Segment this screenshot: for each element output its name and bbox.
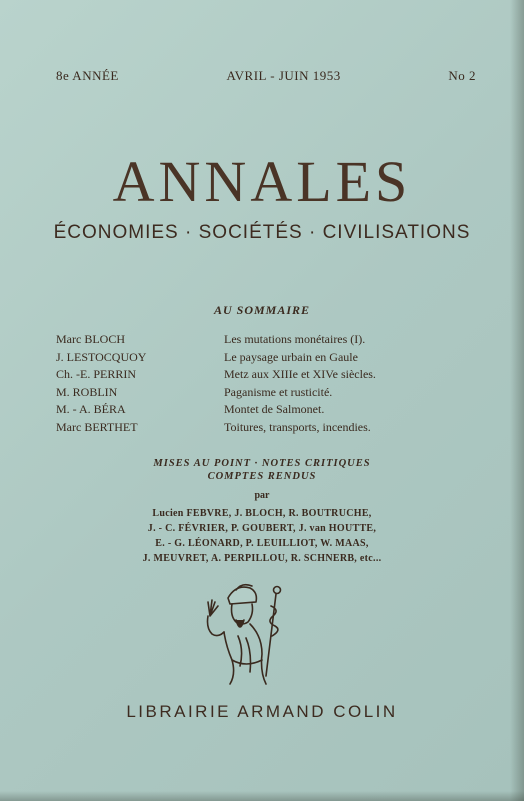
journal-title: ANNALES: [112, 149, 412, 214]
toc-row: [56, 385, 416, 403]
sections-heading: [0, 457, 524, 483]
hermes-emblem-icon: [196, 576, 296, 688]
journal-subtitle: ÉCONOMIES · SOCIÉTÉS · CIVILISATIONS: [53, 222, 471, 243]
toc-author: J. LESTOCQUOY: [56, 349, 147, 364]
toc-row: [56, 420, 416, 438]
sections-line-2: COMPTES RENDUS: [207, 471, 317, 482]
contributors-line: E. - G. LÉONARD, P. LEUILLIOT, W. MAAS,: [155, 538, 369, 549]
page-edge-shadow: [510, 0, 524, 801]
toc-author: Marc BERTHET: [56, 419, 138, 434]
issue-period: AVRIL - JUIN 1953: [226, 68, 341, 83]
sections-line-1: MISES AU POINT · NOTES CRITIQUES: [153, 458, 371, 469]
par-label: par: [254, 490, 270, 501]
toc-row: [56, 332, 416, 350]
contributors-line: Lucien FEBVRE, J. BLOCH, R. BOUTRUCHE,: [152, 508, 372, 519]
toc-row: [56, 350, 416, 368]
toc-article-title: Montet de Salmonet.: [224, 402, 325, 416]
contributors-list: [0, 506, 524, 566]
toc-author: Ch. -E. PERRIN: [56, 367, 137, 381]
publisher-name: LIBRAIRIE ARMAND COLIN: [126, 702, 398, 721]
toc-article-title: Toitures, transports, incendies.: [224, 419, 371, 434]
toc-author: M. ROBLIN: [56, 384, 118, 399]
toc-article-title: Les mutations monétaires (I).: [224, 332, 366, 346]
issue-year: 8e ANNÉE: [56, 68, 119, 83]
toc-row: [56, 367, 416, 385]
table-of-contents: [56, 332, 416, 437]
page-bottom-shadow: [0, 791, 524, 801]
sommaire-heading: AU SOMMAIRE: [213, 303, 311, 317]
toc-article-title: Le paysage urbain en Gaule: [224, 349, 358, 364]
toc-author: Marc BLOCH: [56, 332, 125, 346]
toc-row: [56, 402, 416, 420]
toc-article-title: Paganisme et rusticité.: [224, 384, 333, 399]
toc-author: M. - A. BÉRA: [56, 402, 126, 416]
issue-number: No 2: [448, 68, 476, 83]
contributors-line: J. - C. FÉVRIER, P. GOUBERT, J. van HOUTTE,: [147, 523, 377, 534]
toc-article-title: Metz aux XIIIe et XIVe siècles.: [224, 367, 376, 381]
contributors-line: J. MEUVRET, A. PERPILLOU, R. SCHNERB, etc...: [142, 553, 382, 564]
issue-header: [56, 68, 476, 84]
